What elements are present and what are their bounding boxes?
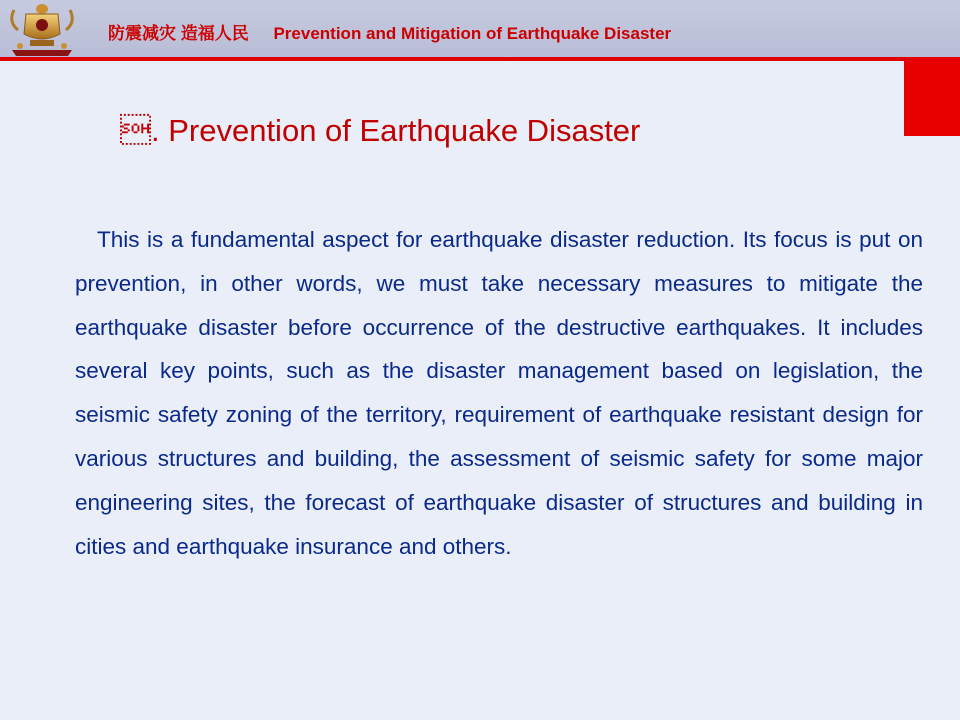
slide-title: . Prevention of Earthquake Disaster (120, 113, 641, 148)
slide-body-paragraph: This is a fundamental aspect for earthquake disaster reduction. Its focus is put on prevention, in other words, we must take necessary measures to mitigate the earthquake disaster before occurrence of the destructive earthquakes. It includes several key points, such as the disaster management based on legislation, the seismic safety zoning of the territory, requirement of earthquake resistant design for various structures and building, the assessment of seismic safety for some major engineering sites, the forecast of earthquake disaster of structures and building in cities and earthquake insurance and others. (75, 227, 923, 559)
header-bar (0, 0, 960, 58)
corner-accent-block (904, 57, 960, 136)
header-chinese-slogan: 防震减灾 造福人民 (108, 24, 249, 43)
emblem-icon (4, 0, 80, 58)
header-divider (0, 57, 960, 61)
header-english-title: Prevention and Mitigation of Earthquake Disaster (273, 24, 672, 43)
header-title (108, 19, 671, 44)
